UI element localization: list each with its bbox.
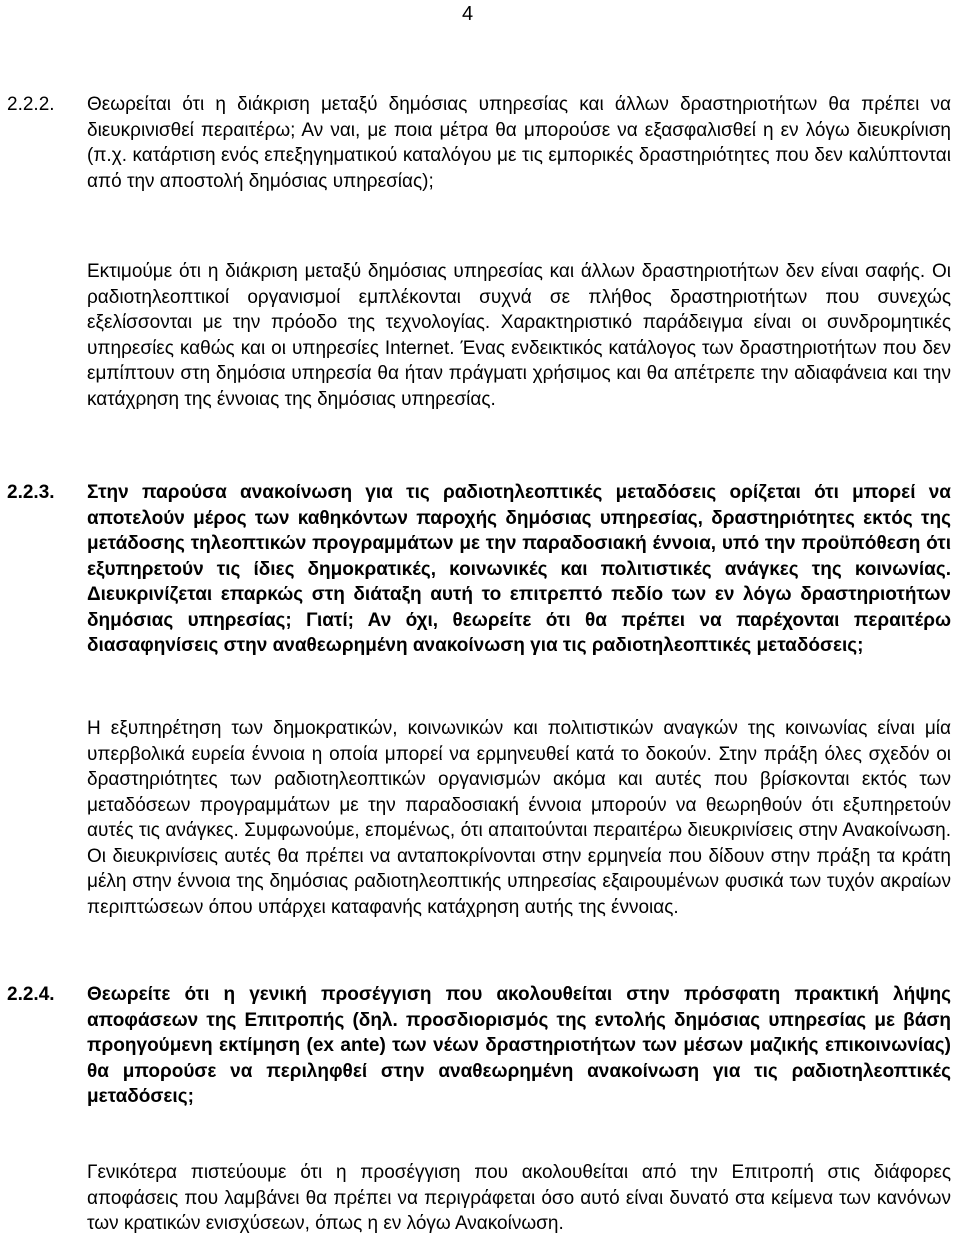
section-2-2-4: [7, 982, 951, 1110]
section-2-2-2: [7, 92, 951, 194]
section-answer: Η εξυπηρέτηση των δημοκρατικών, κοινωνικών και πολιτιστικών αναγκών της κοινωνίας είναι μία υπερβολικά ευρεία έννοια η οποία μπορεί να ερμηνευθεί κατά το δοκούν. Στην πράξη όλες σχεδόν οι δραστηριότητες των ραδιοτηλεοπτικών οργανισμών ακόμα και αυτές που βρίσκονται εκτός των μεταδόσεων προγραμμάτων με την παραδοσιακή έννοια μπορούν να θεωρηθούν ότι εξυπηρετούν αυτές τις ανάγκες. Συμφωνούμε, επομένως, ότι απαιτούνται περαιτέρω διευκρινίσεις στην Ανακοίνωση. Οι διευκρινίσεις αυτές θα πρέπει να ανταποκρίνονται στην ερμηνεία που δίδουν στην πράξη τα κράτη μέλη στην έννοια της δημόσιας ραδιοτηλεοπτικής υπηρεσίας εξαιρουμένων φυσικά των τυχόν ακραίων περιπτώσεων όπου υπάρχει καταφανής κατάχρηση αυτής της έννοιας.: [87, 718, 951, 918]
section-question: Θεωρείτε ότι η γενική προσέγγιση που ακολουθείται στην πρόσφατη πρακτική λήψης αποφάσεων της Επιτροπής (δηλ. προσδιορισμός της εντολής δημόσιας υπηρεσίας με βάση προηγούμενη εκτίμηση (ex ante) των νέων δραστηριοτήτων των μέσων μαζικής επικοινωνίας) θα μπορούσε να περιληφθεί στην αναθεωρημένη ανακοίνωση για τις ραδιοτηλεοπτικές μεταδόσεις;: [87, 984, 951, 1107]
section-number: 2.2.3.: [7, 482, 55, 503]
section-answer: Γενικότερα πιστεύουμε ότι η προσέγγιση που ακολουθείται από την Επιτροπή στις διάφορες αποφάσεις που λαμβάνει θα πρέπει να περιγράφεται όσο αυτό είναι δυνατό στα κείμενα των κανόνων των κρατικών ενισχύσεων, όπως η εν λόγω Ανακοίνωση.: [87, 1162, 951, 1234]
section-number: 2.2.4.: [7, 984, 55, 1005]
page-number: 4: [462, 3, 474, 25]
section-question: Στην παρούσα ανακοίνωση για τις ραδιοτηλεοπτικές μεταδόσεις ορίζεται ότι μπορεί να αποτελούν μέρος των καθηκόντων παροχής δημόσιας υπηρεσίας, δραστηριότητες εκτός της μετάδοσης τηλεοπτικών προγραμμάτων με την παραδοσιακή έννοια, υπό την προϋπόθεση ότι εξυπηρετούν τις ίδιες δημοκρατικές, κοινωνικές και πολιτιστικές ανάγκες της κοινωνίας. Διευκρινίζεται επαρκώς στη διάταξη αυτή το επιτρεπτό πεδίο των εν λόγω δραστηριοτήτων δημόσιας υπηρεσίας; Γιατί; Αν όχι, θεωρείτε ότι θα πρέπει να παρέχονται περαιτέρω διασαφηνίσεις στην αναθεωρημένη ανακοίνωση για τις ραδιοτηλεοπτικές μεταδόσεις;: [87, 482, 951, 656]
section-answer: Εκτιμούμε ότι η διάκριση μεταξύ δημόσιας υπηρεσίας και άλλων δραστηριοτήτων δεν είναι σαφής. Οι ραδιοτηλεοπτικοί οργανισμοί εμπλέκονται συχνά σε πλήθος δραστηριοτήτων που συνεχώς εξελίσσονται με την πρόοδο της τεχνολογίας. Χαρακτηριστικό παράδειγμα είναι οι συνδρομητικές υπηρεσίες καθώς και οι υπηρεσίες Internet. Ένας ενδεικτικός κατάλογος των δραστηριοτήτων που δεν εμπίπτουν στη δημόσια υπηρεσία θα ήταν πράγματι χρήσιμος και θα απέτρεπε την αδιαφάνεια και την κατάχρηση της έννοιας της δημόσιας υπηρεσίας.: [87, 261, 951, 410]
section-question: Θεωρείται ότι η διάκριση μεταξύ δημόσιας υπηρεσίας και άλλων δραστηριοτήτων θα πρέπει να διευκρινισθεί περαιτέρω; Αν ναι, με ποια μέτρα θα μπορούσε να εξασφαλισθεί η εν λόγω διευκρίνιση (π.χ. κατάρτιση ενός επεξηγηματικού καταλόγου με τις εμπορικές δραστηριότητες που δεν καλύπτονται από την αποστολή δημόσιας υπηρεσίας);: [87, 94, 951, 192]
section-2-2-3: [7, 480, 951, 659]
section-number: 2.2.2.: [7, 94, 55, 115]
